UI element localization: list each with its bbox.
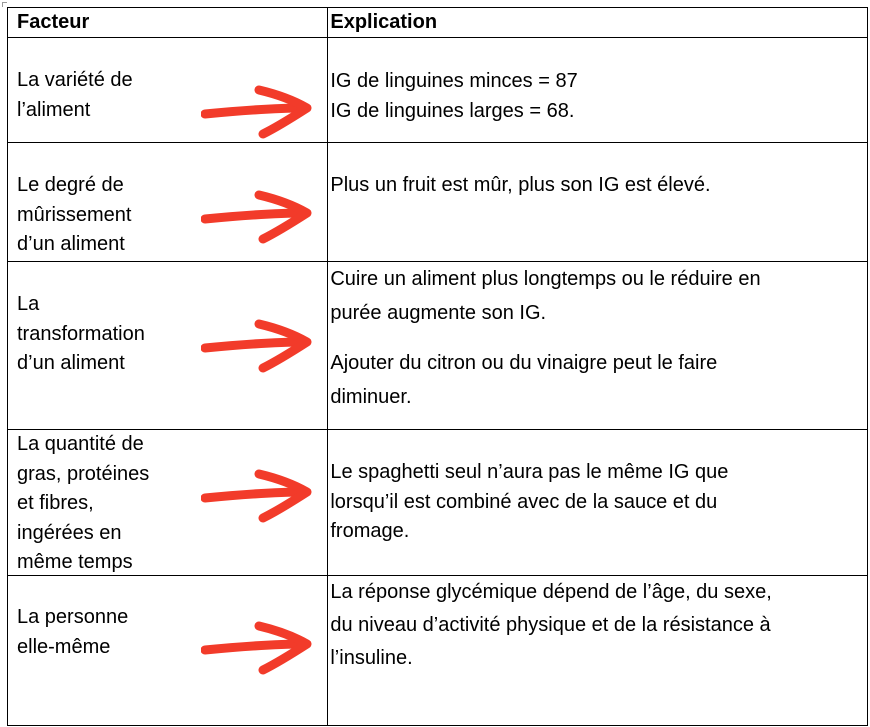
explanation-line: diminuer. bbox=[330, 386, 412, 408]
table-row bbox=[8, 430, 868, 576]
explanation-line: La réponse glycémique dépend de l’âge, du sexe, bbox=[330, 581, 772, 603]
ig-factors-table bbox=[7, 7, 868, 726]
header-factor: Facteur bbox=[8, 8, 328, 38]
factor-line: transformation bbox=[17, 322, 145, 345]
factor-line: La variété de bbox=[17, 69, 133, 91]
explanation-cell bbox=[328, 38, 868, 143]
factor-line: La bbox=[17, 293, 40, 315]
red-arrow-icon bbox=[201, 468, 313, 524]
table-row bbox=[8, 576, 868, 726]
explanation-line: IG de linguines larges = 68. bbox=[330, 99, 575, 122]
explanation-line: Plus un fruit est mûr, plus son IG est élevé. bbox=[330, 174, 711, 196]
explanation-line: Le spaghetti seul n’aura pas le même IG que bbox=[330, 461, 729, 483]
explanation-line: Ajouter du citron ou du vinaigre peut le faire bbox=[330, 352, 718, 374]
factor-line: La quantité de bbox=[17, 433, 144, 455]
explanation-line: lorsqu’il est combiné avec de la sauce et du bbox=[330, 490, 718, 513]
explanation-line: IG de linguines minces = 87 bbox=[330, 70, 578, 92]
factor-line: mûrissement bbox=[17, 203, 132, 226]
explanation-cell bbox=[328, 262, 868, 430]
factor-cell bbox=[8, 38, 328, 143]
explanation-cell bbox=[328, 576, 868, 726]
factor-line: elle-même bbox=[17, 635, 111, 658]
explanation-cell bbox=[328, 143, 868, 262]
explanation-line: du niveau d’activité physique et de la résistance à bbox=[330, 614, 771, 636]
table-row bbox=[8, 262, 868, 430]
table-row bbox=[8, 143, 868, 262]
explanation-line: Cuire un aliment plus longtemps ou le réduire en bbox=[330, 268, 761, 290]
factor-line: Le degré de bbox=[17, 174, 124, 196]
header-explanation: Explication bbox=[328, 8, 868, 38]
red-arrow-icon bbox=[201, 84, 313, 140]
header-row bbox=[8, 8, 868, 38]
factor-cell bbox=[8, 576, 328, 726]
factor-line: d’un aliment bbox=[17, 352, 125, 374]
factor-line: l’aliment bbox=[17, 98, 91, 121]
explanation-cell bbox=[328, 430, 868, 576]
factor-cell bbox=[8, 430, 328, 576]
explanation-line: purée augmente son IG. bbox=[330, 302, 547, 324]
factor-line: même temps bbox=[17, 551, 133, 573]
explanation-line: fromage. bbox=[330, 520, 410, 542]
table-row bbox=[8, 38, 868, 143]
factor-line: La personne bbox=[17, 606, 129, 628]
red-arrow-icon bbox=[201, 318, 313, 374]
factor-line: d’un aliment bbox=[17, 233, 125, 255]
factor-cell bbox=[8, 262, 328, 430]
explanation-line: l’insuline. bbox=[330, 647, 413, 669]
red-arrow-icon bbox=[201, 189, 313, 245]
factor-line: et fibres, bbox=[17, 492, 94, 514]
factor-line: ingérées en bbox=[17, 521, 122, 544]
red-arrow-icon bbox=[201, 620, 313, 676]
factor-line: gras, protéines bbox=[17, 462, 150, 485]
factor-cell bbox=[8, 143, 328, 262]
